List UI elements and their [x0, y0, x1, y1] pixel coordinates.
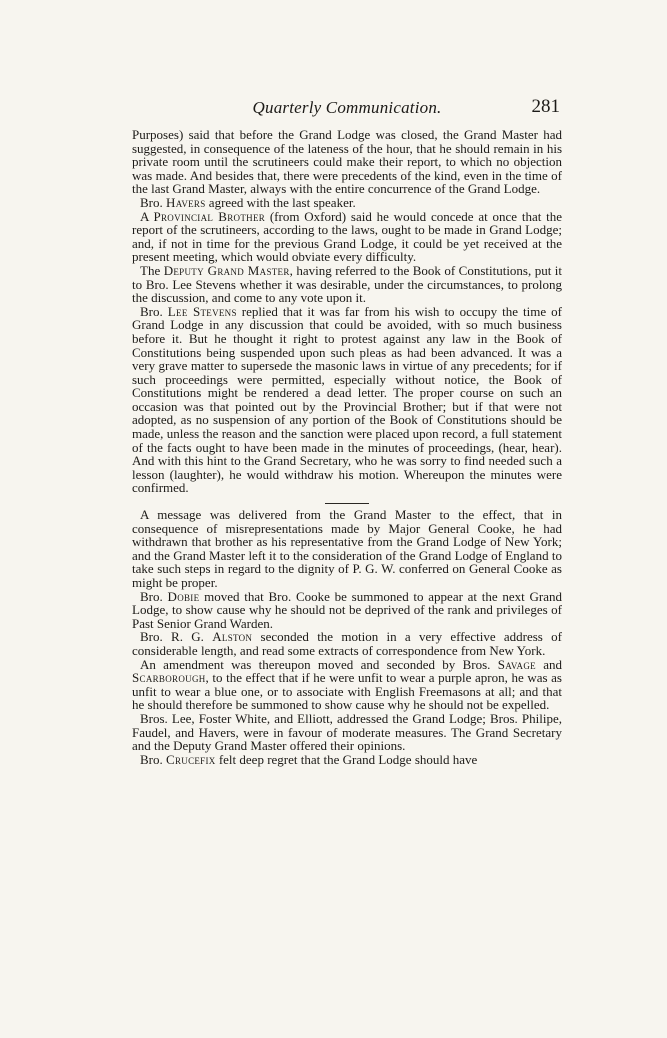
- paragraph-text: Bro. R. G.: [140, 629, 213, 645]
- speaker-name: Scarborough: [132, 670, 206, 686]
- paragraph-text: , having referred to the Book of Constitutions, put it to Bro. Lee Stevens whether it was desirable, under the circumstances, to prolong the discussion, and come to any vote upon it.: [132, 262, 563, 306]
- paragraph-text: , to the effect that if he were unfit to wear a purple apron, he was as unfit to wear a blue one, or to associate with English Freemasons at all; and that he should therefore be summoned to show cause why he should not be expelled.: [132, 670, 562, 713]
- body-paragraph: [132, 753, 562, 767]
- speaker-name: Provincial Brother: [153, 208, 266, 224]
- speaker-name: Havers: [166, 194, 206, 210]
- paragraph-text: agreed with the last speaker.: [205, 194, 356, 210]
- speaker-name: Deputy Grand Master: [163, 262, 290, 278]
- divider-rule: [325, 503, 369, 504]
- speaker-name: Alston: [212, 629, 253, 645]
- speaker-name: Crucefix: [166, 751, 216, 767]
- body-paragraph: [132, 590, 562, 631]
- speaker-name: Dobie: [167, 588, 200, 604]
- paragraph-text: replied that it was far from his wish to occupy the time of Grand Lodge in any discussion that could be avoided, with so much business before it. But he thought it right to protest against any law in the Book of Constitutions being suspended upon such pleas as had been advanced. It was a very grave matter to supersede the masonic laws in virtue of any precedents; for if such proceedings were permitted, especially without notice, the Book of Constitutions might be rendered a dead letter. The proper course on such an occasion was that pointed out by the Provincial Brother; but if that were not adopted, as no suspension of any portion of the Book of Constitutions should be made, unless the reason and the sanction were placed upon record, a full statement of the facts ought to have been made in the minutes of proceedings, (hear, hear). And with this hint to the Grand Secretary, who he was sorry to find needed such a lesson (laughter), he would withdraw his motion. Whereupon the minutes were confirmed.: [132, 303, 563, 496]
- paragraph-text: Bro.: [140, 194, 166, 210]
- text-section-first: [132, 128, 562, 495]
- paragraph-text: The: [140, 262, 164, 278]
- paragraph-text: Purposes) said that before the Grand Lodge was closed, the Grand Master had suggested, in consequence of the lateness of the hour, that he should remain in his private room until the scrutineers could make their report, to which no objection was made. And besides that, there were precedents of the kind, even in the time of the last Grand Master, always with the entire concurrence of the Grand Lodge.: [132, 127, 562, 197]
- body-paragraph: [132, 128, 562, 196]
- paragraph-text: Bro.: [140, 588, 168, 604]
- paragraph-text: (from Oxford) said he would concede at once that the report of the scrutineers, according to the laws, ought to be made in Grand Lodge; and, if not in time for the previous Grand Lodge, it could be yet received at the present meeting, which would obviate every difficulty.: [132, 208, 563, 265]
- paragraph-text: A message was delivered from the Grand Master to the effect, that in consequence of misrepresentations made by Major General Cooke, he had withdrawn that brother as his representative from the Grand Lodge of New York; and the Grand Master left it to the consideration of the Grand Lodge of England to take such steps in regard to the dignity of P. G. W. conferred on General Cooke as might be proper.: [132, 507, 562, 590]
- text-section-second: [132, 508, 562, 766]
- paragraph-text: felt deep regret that the Grand Lodge should have: [215, 751, 478, 767]
- paragraph-text: A: [140, 208, 154, 224]
- body-paragraph: [132, 508, 562, 590]
- body-paragraph: [132, 712, 562, 753]
- paragraph-text: Bro.: [140, 751, 166, 767]
- body-paragraph: [132, 210, 562, 264]
- body-paragraph: [132, 305, 562, 495]
- body-paragraph: [132, 658, 562, 712]
- speaker-name: Lee Stevens: [167, 303, 237, 319]
- body-paragraph: [132, 264, 562, 305]
- page-body: [132, 128, 562, 766]
- body-paragraph: [132, 630, 562, 657]
- paragraph-text: and: [535, 656, 563, 672]
- page-number: 281: [531, 96, 560, 117]
- paragraph-text: Bro.: [140, 303, 168, 319]
- page-header: [132, 98, 562, 122]
- running-title: Quarterly Communication.: [252, 98, 442, 117]
- paragraph-text: An amendment was thereupon moved and seconded by Bros.: [140, 656, 498, 672]
- paragraph-text: Bros. Lee, Foster White, and Elliott, addressed the Grand Lodge; Bros. Philipe, Faudel, and Havers, were in favour of moderate measures. The Grand Secretary and the Deputy Grand Master offered their opinions.: [132, 710, 562, 754]
- paragraph-text: moved that Bro. Cooke be summoned to appear at the next Grand Lodge, to show cause why he should not be deprived of the rank and privileges of Past Senior Grand Warden.: [132, 588, 563, 631]
- paragraph-text: seconded the motion in a very effective address of considerable length, and read some extracts of correspondence from New York.: [132, 629, 562, 658]
- body-paragraph: [132, 196, 562, 210]
- speaker-name: Savage: [497, 656, 536, 672]
